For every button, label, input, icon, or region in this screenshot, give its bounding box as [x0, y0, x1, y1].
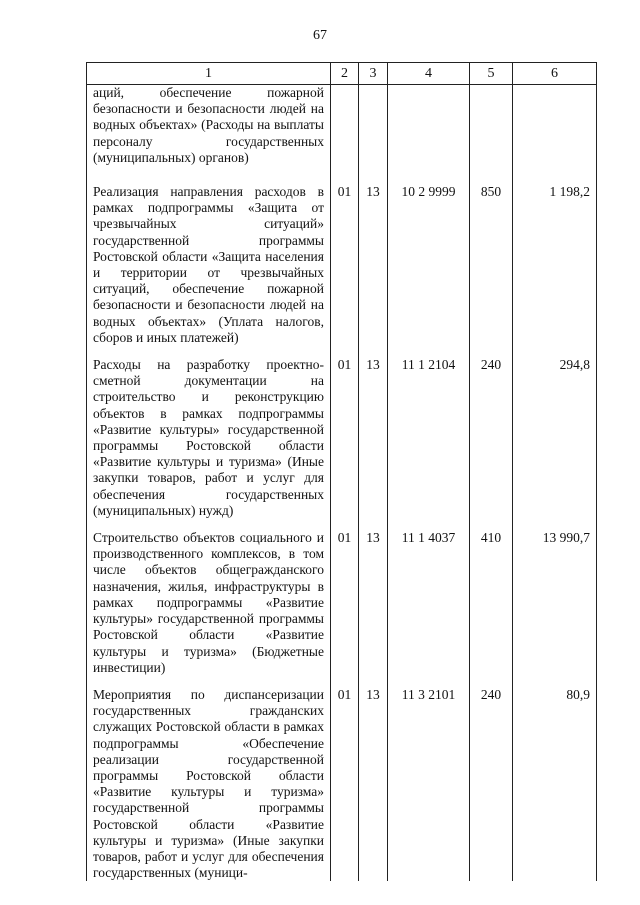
- row-expense-type: 410: [470, 519, 513, 676]
- row-target-code: 11 3 2101: [388, 676, 470, 881]
- table-header-row: [87, 63, 597, 85]
- row-section: 01: [331, 346, 359, 519]
- page-number: 67: [313, 28, 327, 43]
- row-target-code: 11 1 2104: [388, 346, 470, 519]
- row-subsection: 13: [359, 519, 388, 676]
- row-subsection: 13: [359, 346, 388, 519]
- row-subsection: 13: [359, 173, 388, 346]
- row-description: Реализация направления расходов в рамках подпрограммы «Защита от чрезвычайных ситуаций» государственной программы Ростовской области «Защита населения и территории от чрезвычайных ситуаций, обеспечение пожарной безопасности и безопасности людей на водных объектах» (Уплата налогов, сборов и иных платежей): [87, 173, 331, 346]
- row-target-code: 11 1 4037: [388, 519, 470, 676]
- row-subsection: [359, 85, 388, 174]
- header-col-4: 4: [388, 63, 470, 85]
- row-description: Мероприятия по диспансеризации государственных гражданских служащих Ростовской области в рамках подпрограммы «Обеспечение реализации государственной программы Ростовской области «Развитие культуры и туризма» государственной программы Ростовской области «Развитие культуры и туризма» (Иные закупки товаров, работ и услуг для обеспечения государственных (муници-: [87, 676, 331, 881]
- row-section: 01: [331, 676, 359, 881]
- row-target-code: [388, 85, 470, 174]
- header-col-3: 3: [359, 63, 388, 85]
- row-expense-type: 240: [470, 346, 513, 519]
- row-target-code: 10 2 9999: [388, 173, 470, 346]
- row-amount: [513, 85, 597, 174]
- row-section: [331, 85, 359, 174]
- row-expense-type: 850: [470, 173, 513, 346]
- row-amount: 80,9: [513, 676, 597, 881]
- table-row: [87, 346, 597, 519]
- header-col-6: 6: [513, 63, 597, 85]
- budget-table: [86, 62, 597, 881]
- row-description: Строительство объектов социального и производственного комплексов, в том числе объектов общегражданского назначения, жилья, инфраструктуры в рамках подпрограммы «Развитие культуры» государственной программы Ростовской области «Развитие культуры и туризма» (Бюджетные инвестиции): [87, 519, 331, 676]
- header-col-1: 1: [87, 63, 331, 85]
- row-section: 01: [331, 519, 359, 676]
- row-expense-type: 240: [470, 676, 513, 881]
- header-col-5: 5: [470, 63, 513, 85]
- row-expense-type: [470, 85, 513, 174]
- row-amount: 1 198,2: [513, 173, 597, 346]
- table-row: [87, 676, 597, 881]
- table-row: [87, 519, 597, 676]
- row-subsection: 13: [359, 676, 388, 881]
- header-col-2: 2: [331, 63, 359, 85]
- row-amount: 294,8: [513, 346, 597, 519]
- row-description: Расходы на разработку проектно-сметной документации на строительство и реконструкцию объектов в рамках подпрограммы «Развитие культуры» государственной программы Ростовской области «Развитие культуры и туризма» (Иные закупки товаров, работ и услуг для обеспечения государственных (муниципальных) нужд): [87, 346, 331, 519]
- row-section: 01: [331, 173, 359, 346]
- table-row: [87, 85, 597, 174]
- row-amount: 13 990,7: [513, 519, 597, 676]
- table-row: [87, 173, 597, 346]
- row-description: аций, обеспечение пожарной безопасности и безопасности людей на водных объектах» (Расходы на выплаты персоналу государственных (муниципальных) органов): [87, 85, 331, 174]
